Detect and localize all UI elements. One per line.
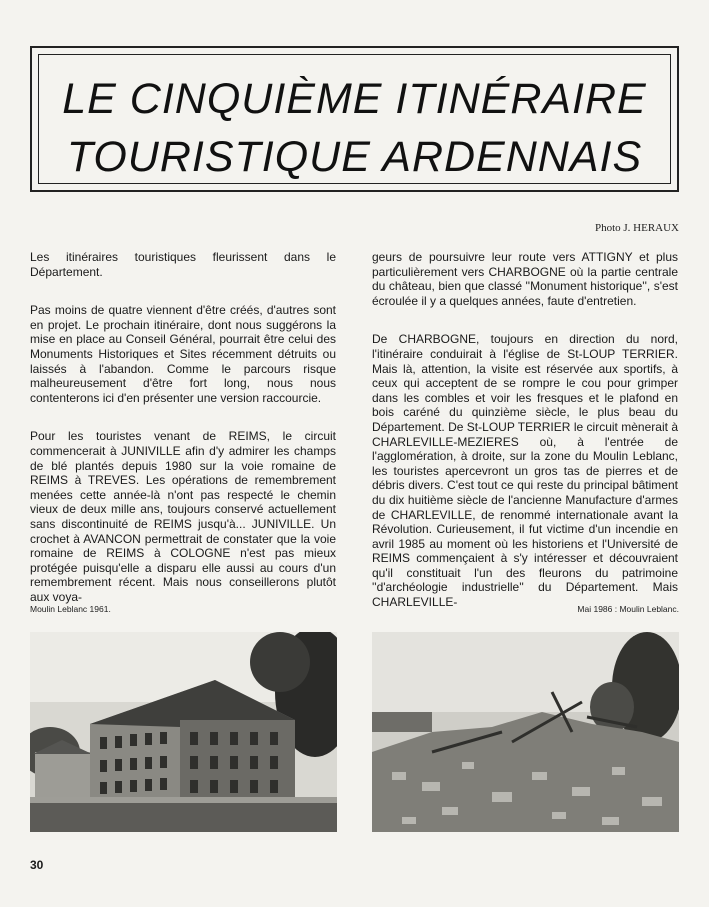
page-number: 30 [30,858,44,872]
left-column [30,250,336,628]
photo-mill-rubble [372,632,679,832]
title-line-2: TOURISTIQUE ARDENNAIS [66,133,643,181]
rubble-illustration [372,632,679,832]
photo-mill-building [30,632,337,832]
title-line-1: LE CINQUIÈME ITINÉRAIRE [62,75,647,123]
paragraph: geurs de poursuivre leur route vers ATTIGNY et plus particulièrement vers CHARBOGNE où la partie centrale du château, bien que classé ''Monument historique'', s'est écroulée il y a quelques années, faute d'entretien. [372,250,678,308]
right-column [372,250,678,634]
caption-right: Mai 1986 : Moulin Leblanc. [577,604,679,614]
paragraph: De CHARBOGNE, toujours en direction du nord, l'itinéraire conduirait à l'église de St-LOUP TERRIER. Mais là, attention, la visite est réservée aux sportifs, à ceux qui acceptent de se rompre le cou pour grimper dans les combles et voir les fresques et le plafond en bois caréné du quinzième siècle, le plus beau du Département. De St-LOUP TERRIER le circuit mènerait à CHARLEVILLE-MEZIERES où, à l'entrée de l'agglomération, à droite, sur la zone du Moulin Leblanc, les touristes apercevront un gros tas de pierres et de débris divers. C'est tout ce qui reste du principal bâtiment du dix huitième siècle de l'ancienne Manufacture d'armes de CHARLEVILLE, de renommé internationale avant la Révolution. Curieusement, il fut victime d'un incendie en avril 1985 au moment où les historiens et l'Université de REIMS commençaient à s'y intéresser et découvraient qu'il constituait l'un des fleurons du patrimoine ''d'archéologie industrielle'' du Département. Mais CHARLEVILLE- [372,332,678,610]
paragraph: Pas moins de quatre viennent d'être créés, d'autres sont en projet. Le prochain itinéraire, dont nous suggérons la mise en place au Conseil Général, pourrait être celui des Monuments Historiques et Sites récemment détruits ou laissés à l'abandon. Comme le parcours risque malheureusement d'être fort long, nous nous contenterons ici d'en présenter une version raccourcie. [30,303,336,405]
paragraph: Pour les touristes venant de REIMS, le circuit commencerait à JUNIVILLE afin d'y admirer les champs de blé plantés depuis 1980 sur la voie romaine de REIMS à TREVES. Les opérations de remembrement menées cette année-là n'ont pas respecté le chemin vieux de deux mille ans, toujours conservé actuellement sans discontinuité de REIMS jusqu'à... JUNIVILLE. Un crochet à AVANCON permettrait de constater que la voie romaine de REIMS à COLOGNE n'est pas mieux protégée puisqu'elle a disparu elle aussi au cours d'un remembrement récent. Mais nous conseillerons plutôt aux voya- [30,429,336,604]
title-inner-frame [38,54,671,184]
mill-building-illustration [30,632,337,832]
paragraph: Les itinéraires touristiques fleurissent dans le Département. [30,250,336,279]
caption-left: Moulin Leblanc 1961. [30,604,111,614]
title-frame [30,46,679,192]
photo-credit: Photo J. HERAUX [594,222,679,234]
